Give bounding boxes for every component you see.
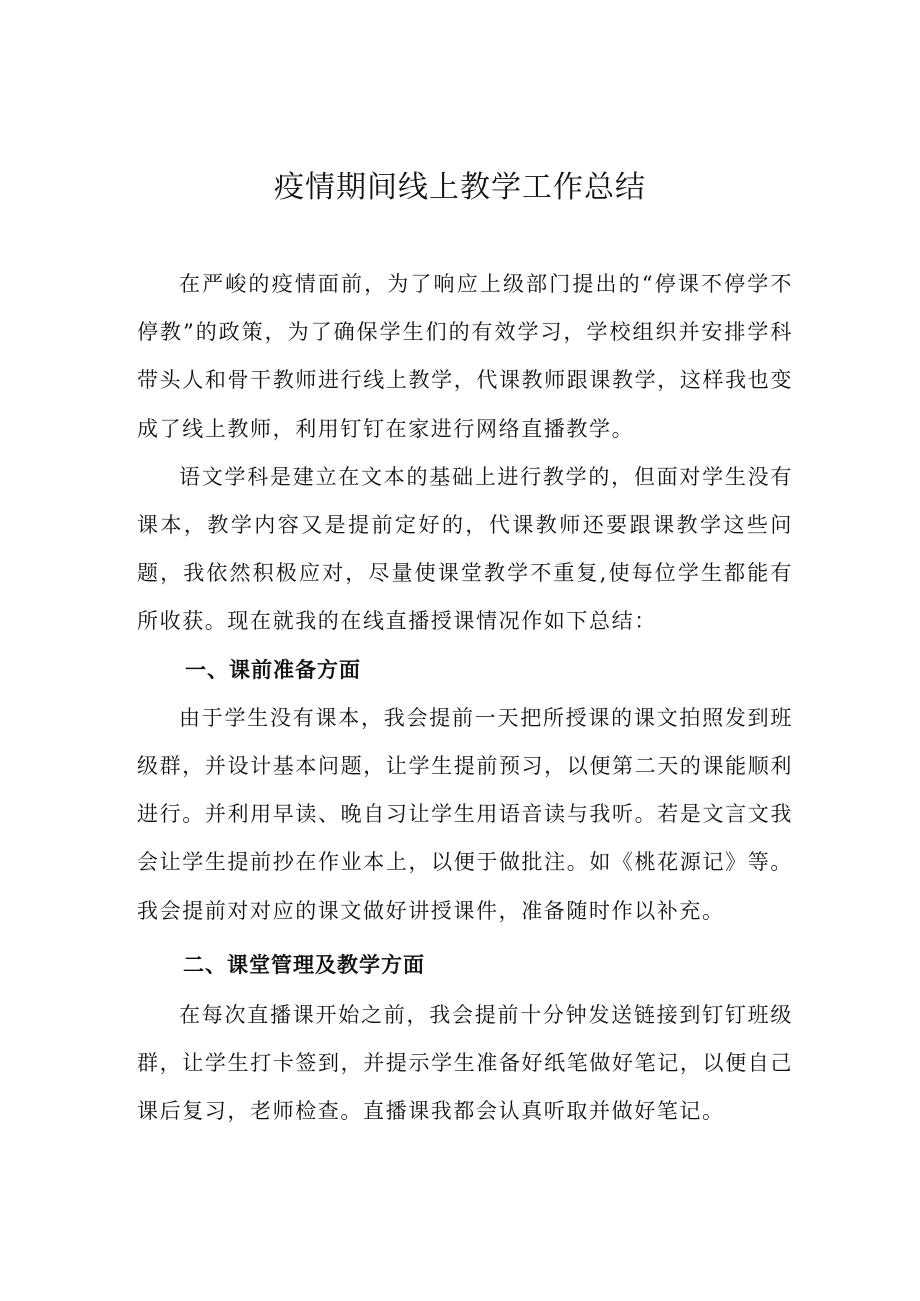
section-heading-preparation: 一、课前准备方面	[185, 657, 361, 682]
document-title: 疫情期间线上教学工作总结	[274, 170, 646, 205]
intro-paragraph-2: 语文学科是建立在文本的基础上进行教学的，但面对学生没有课本，教学内容又是提前定好的，代课教师还要跟课教学这些问题，我依然积极应对，尽量使课堂教学不重复,使每位学生都能有所收获。现在就我的在线直播授课情况作如下总结：	[137, 464, 793, 634]
document-body	[137, 260, 793, 1136]
section-heading-classroom: 二、课堂管理及教学方面	[183, 952, 425, 977]
intro-paragraph-1: 在严峻的疫情面前，为了响应上级部门提出的“停课不停学不停教”的政策，为了确保学生们的有效学习，学校组织并安排学科带头人和骨干教师进行线上教学，代课教师跟课教学，这样我也变成了线上教师，利用钉钉在家进行网络直播教学。	[137, 272, 793, 441]
section-classroom-paragraph: 在每次直播课开始之前，我会提前十分钟发送链接到钉钉班级群，让学生打卡签到，并提示学生准备好纸笔做好笔记，以便自己课后复习，老师检查。直播课我都会认真听取并做好笔记。	[137, 1003, 793, 1124]
section-preparation-paragraph: 由于学生没有课本，我会提前一天把所授课的课文拍照发到班级群，并设计基本问题，让学生提前预习，以便第二天的课能顺利进行。并利用早读、晚自习让学生用语音读与我听。若是文言文我会让学生提前抄在作业本上，以便于做批注。如《桃花源记》等。我会提前对对应的课文做好讲授课件，准备随时作以补充。	[137, 705, 793, 923]
